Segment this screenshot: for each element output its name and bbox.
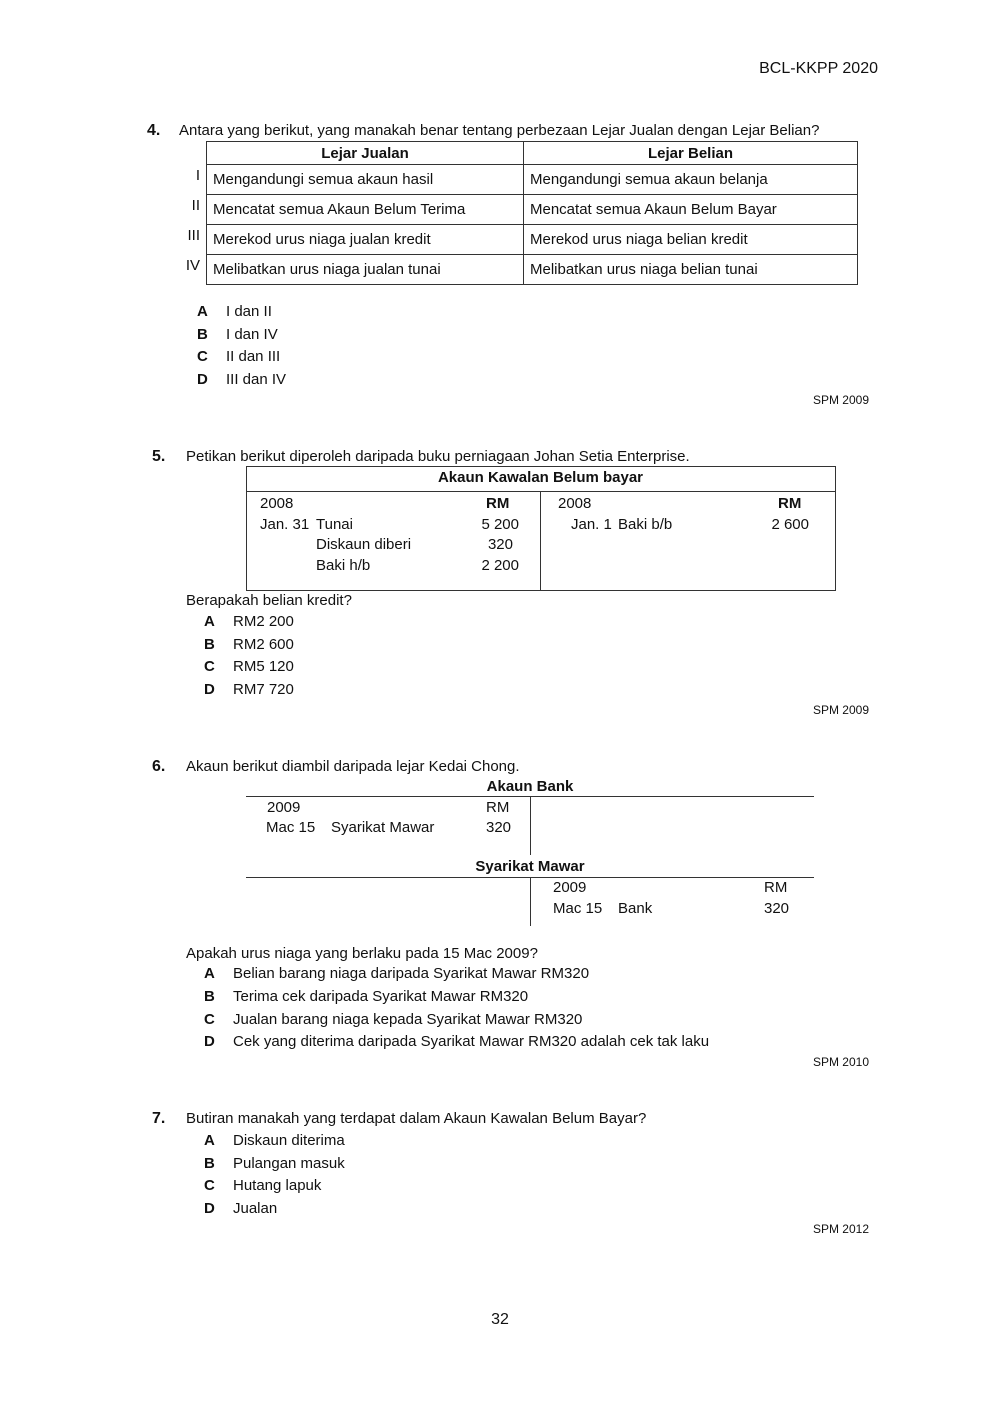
- option-text: Pulangan masuk: [233, 1155, 345, 1172]
- option-letter: A: [204, 965, 215, 982]
- option-letter: C: [204, 1177, 215, 1194]
- option-letter: C: [204, 1011, 215, 1028]
- q6-option-a[interactable]: [204, 965, 589, 982]
- q7-question: Butiran manakah yang terdapat dalam Akaun Kawalan Belum Bayar?: [186, 1110, 647, 1127]
- header-lejar-belian: Lejar Belian: [524, 142, 858, 165]
- q6-bank-amount: 320: [486, 819, 512, 836]
- table-header-row: [207, 142, 858, 165]
- q5-debit-date: Jan. 31: [260, 516, 310, 533]
- option-text: Cek yang diterima daripada Syarikat Mawar RM320 adalah cek tak laku: [233, 1033, 710, 1050]
- q7-number: 7.: [152, 1110, 166, 1127]
- q6-bank-center-line: [530, 796, 531, 855]
- table-row: [207, 255, 858, 285]
- q4-number: 4.: [147, 122, 161, 139]
- q5-question: Petikan berikut diperoleh daripada buku perniagaan Johan Setia Enterprise.: [186, 448, 690, 465]
- q5-credit-desc: Baki b/b: [618, 516, 673, 533]
- q6-mawar-title: Syarikat Mawar: [475, 858, 585, 875]
- q7-option-a[interactable]: [204, 1132, 345, 1149]
- q7-option-c[interactable]: [204, 1177, 321, 1194]
- q5-source: SPM 2009: [812, 703, 869, 717]
- option-letter: B: [204, 636, 215, 653]
- option-letter: B: [204, 1155, 215, 1172]
- q6-mawar-year: 2009: [553, 879, 587, 896]
- option-text: Jualan barang niaga kepada Syarikat Mawar RM320: [233, 1011, 583, 1028]
- table-row: [207, 195, 858, 225]
- option-letter: D: [204, 1033, 215, 1050]
- q4-option-d[interactable]: [197, 371, 286, 388]
- cell-jualan: Merekod urus niaga jualan kredit: [207, 225, 524, 255]
- option-text: RM2 600: [233, 636, 294, 653]
- option-letter: D: [197, 371, 208, 388]
- q6-bank-title: Akaun Bank: [486, 778, 574, 795]
- q6-mawar-date: Mac 15: [553, 900, 603, 917]
- q5-center-divider: [540, 491, 541, 590]
- q6-source: SPM 2010: [812, 1055, 869, 1069]
- cell-belian: Mencatat semua Akaun Belum Bayar: [524, 195, 858, 225]
- q4-source: SPM 2009: [812, 393, 869, 407]
- cell-belian: Mengandungi semua akaun belanja: [524, 165, 858, 195]
- cell-jualan: Mengandungi semua akaun hasil: [207, 165, 524, 195]
- q7-source: SPM 2012: [812, 1222, 869, 1236]
- q5-credit-year: 2008: [558, 495, 592, 512]
- q5-prompt: Berapakah belian kredit?: [186, 592, 352, 609]
- option-letter: C: [197, 348, 208, 365]
- q5-option-a[interactable]: [204, 613, 294, 630]
- q5-account-title: Akaun Kawalan Belum bayar: [437, 469, 644, 486]
- option-text: Terima cek daripada Syarikat Mawar RM320: [233, 988, 529, 1005]
- q4-row-label: IV: [185, 257, 200, 274]
- document-code: BCL-KKPP 2020: [759, 60, 878, 77]
- option-text: Belian barang niaga daripada Syarikat Mawar RM320: [233, 965, 590, 982]
- q6-mawar-desc: Bank: [618, 900, 653, 917]
- q4-option-b[interactable]: [197, 326, 278, 343]
- q6-option-b[interactable]: [204, 988, 528, 1005]
- q6-mawar-center-line: [530, 877, 531, 926]
- q6-number: 6.: [152, 758, 166, 775]
- q5-debit-amount: 2 200: [481, 557, 519, 574]
- option-letter: D: [204, 681, 215, 698]
- q4-row-label: II: [191, 197, 200, 214]
- q5-debit-desc: Diskaun diberi: [316, 536, 412, 553]
- cell-jualan: Melibatkan urus niaga jualan tunai: [207, 255, 524, 285]
- option-text: I dan IV: [226, 326, 278, 343]
- q6-bank-year: 2009: [267, 799, 301, 816]
- q5-debit-desc: Tunai: [316, 516, 353, 533]
- q5-credit-amount: 2 600: [771, 516, 809, 533]
- table-row: [207, 225, 858, 255]
- option-letter: A: [204, 613, 215, 630]
- q6-prompt: Apakah urus niaga yang berlaku pada 15 Mac 2009?: [186, 945, 538, 962]
- option-letter: D: [204, 1200, 215, 1217]
- option-text: Hutang lapuk: [233, 1177, 322, 1194]
- q5-credit-rm: RM: [778, 495, 802, 512]
- q5-debit-amount: 320: [487, 536, 513, 553]
- option-text: Diskaun diterima: [233, 1132, 345, 1149]
- header-lejar-jualan: Lejar Jualan: [207, 142, 524, 165]
- q6-bank-desc: Syarikat Mawar: [331, 819, 435, 836]
- q6-option-c[interactable]: [204, 1011, 582, 1028]
- q5-option-b[interactable]: [204, 636, 294, 653]
- q6-bank-date: Mac 15: [266, 819, 316, 836]
- option-letter: A: [204, 1132, 215, 1149]
- q6-option-d[interactable]: [204, 1033, 709, 1050]
- q6-question: Akaun berikut diambil daripada lejar Kedai Chong.: [186, 758, 520, 775]
- page-number: 32: [491, 1311, 509, 1328]
- option-text: RM5 120: [233, 658, 294, 675]
- option-letter: A: [197, 303, 208, 320]
- option-letter: B: [204, 988, 215, 1005]
- q7-option-b[interactable]: [204, 1155, 345, 1172]
- cell-belian: Melibatkan urus niaga belian tunai: [524, 255, 858, 285]
- table-row: [207, 165, 858, 195]
- q5-debit-rm: RM: [486, 495, 510, 512]
- q4-option-c[interactable]: [197, 348, 280, 365]
- option-text: I dan II: [226, 303, 272, 320]
- option-text: III dan IV: [226, 371, 287, 388]
- q6-mawar-amount: 320: [764, 900, 790, 917]
- option-letter: C: [204, 658, 215, 675]
- q4-question: Antara yang berikut, yang manakah benar tentang perbezaan Lejar Jualan dengan Lejar Belian?: [179, 122, 820, 139]
- q6-bank-rm: RM: [486, 799, 510, 816]
- q5-debit-amount: 5 200: [481, 516, 519, 533]
- q5-credit-date: Jan. 1: [571, 516, 612, 533]
- q6-mawar-rm: RM: [764, 879, 788, 896]
- option-text: RM2 200: [233, 613, 294, 630]
- q5-number: 5.: [152, 448, 166, 465]
- q4-row-label: I: [195, 167, 200, 184]
- q5-option-d[interactable]: [204, 681, 294, 698]
- option-letter: B: [197, 326, 208, 343]
- option-text: Jualan: [233, 1200, 278, 1217]
- option-text: II dan III: [226, 348, 281, 365]
- option-text: RM7 720: [233, 681, 294, 698]
- q5-debit-year: 2008: [260, 495, 294, 512]
- q5-debit-desc: Baki h/b: [316, 557, 371, 574]
- cell-jualan: Mencatat semua Akaun Belum Terima: [207, 195, 524, 225]
- cell-belian: Merekod urus niaga belian kredit: [524, 225, 858, 255]
- q4-option-a[interactable]: [197, 303, 272, 320]
- q4-comparison-table: [206, 141, 858, 285]
- q5-option-c[interactable]: [204, 658, 294, 675]
- q7-option-d[interactable]: [204, 1200, 277, 1217]
- q4-row-label: III: [187, 227, 200, 244]
